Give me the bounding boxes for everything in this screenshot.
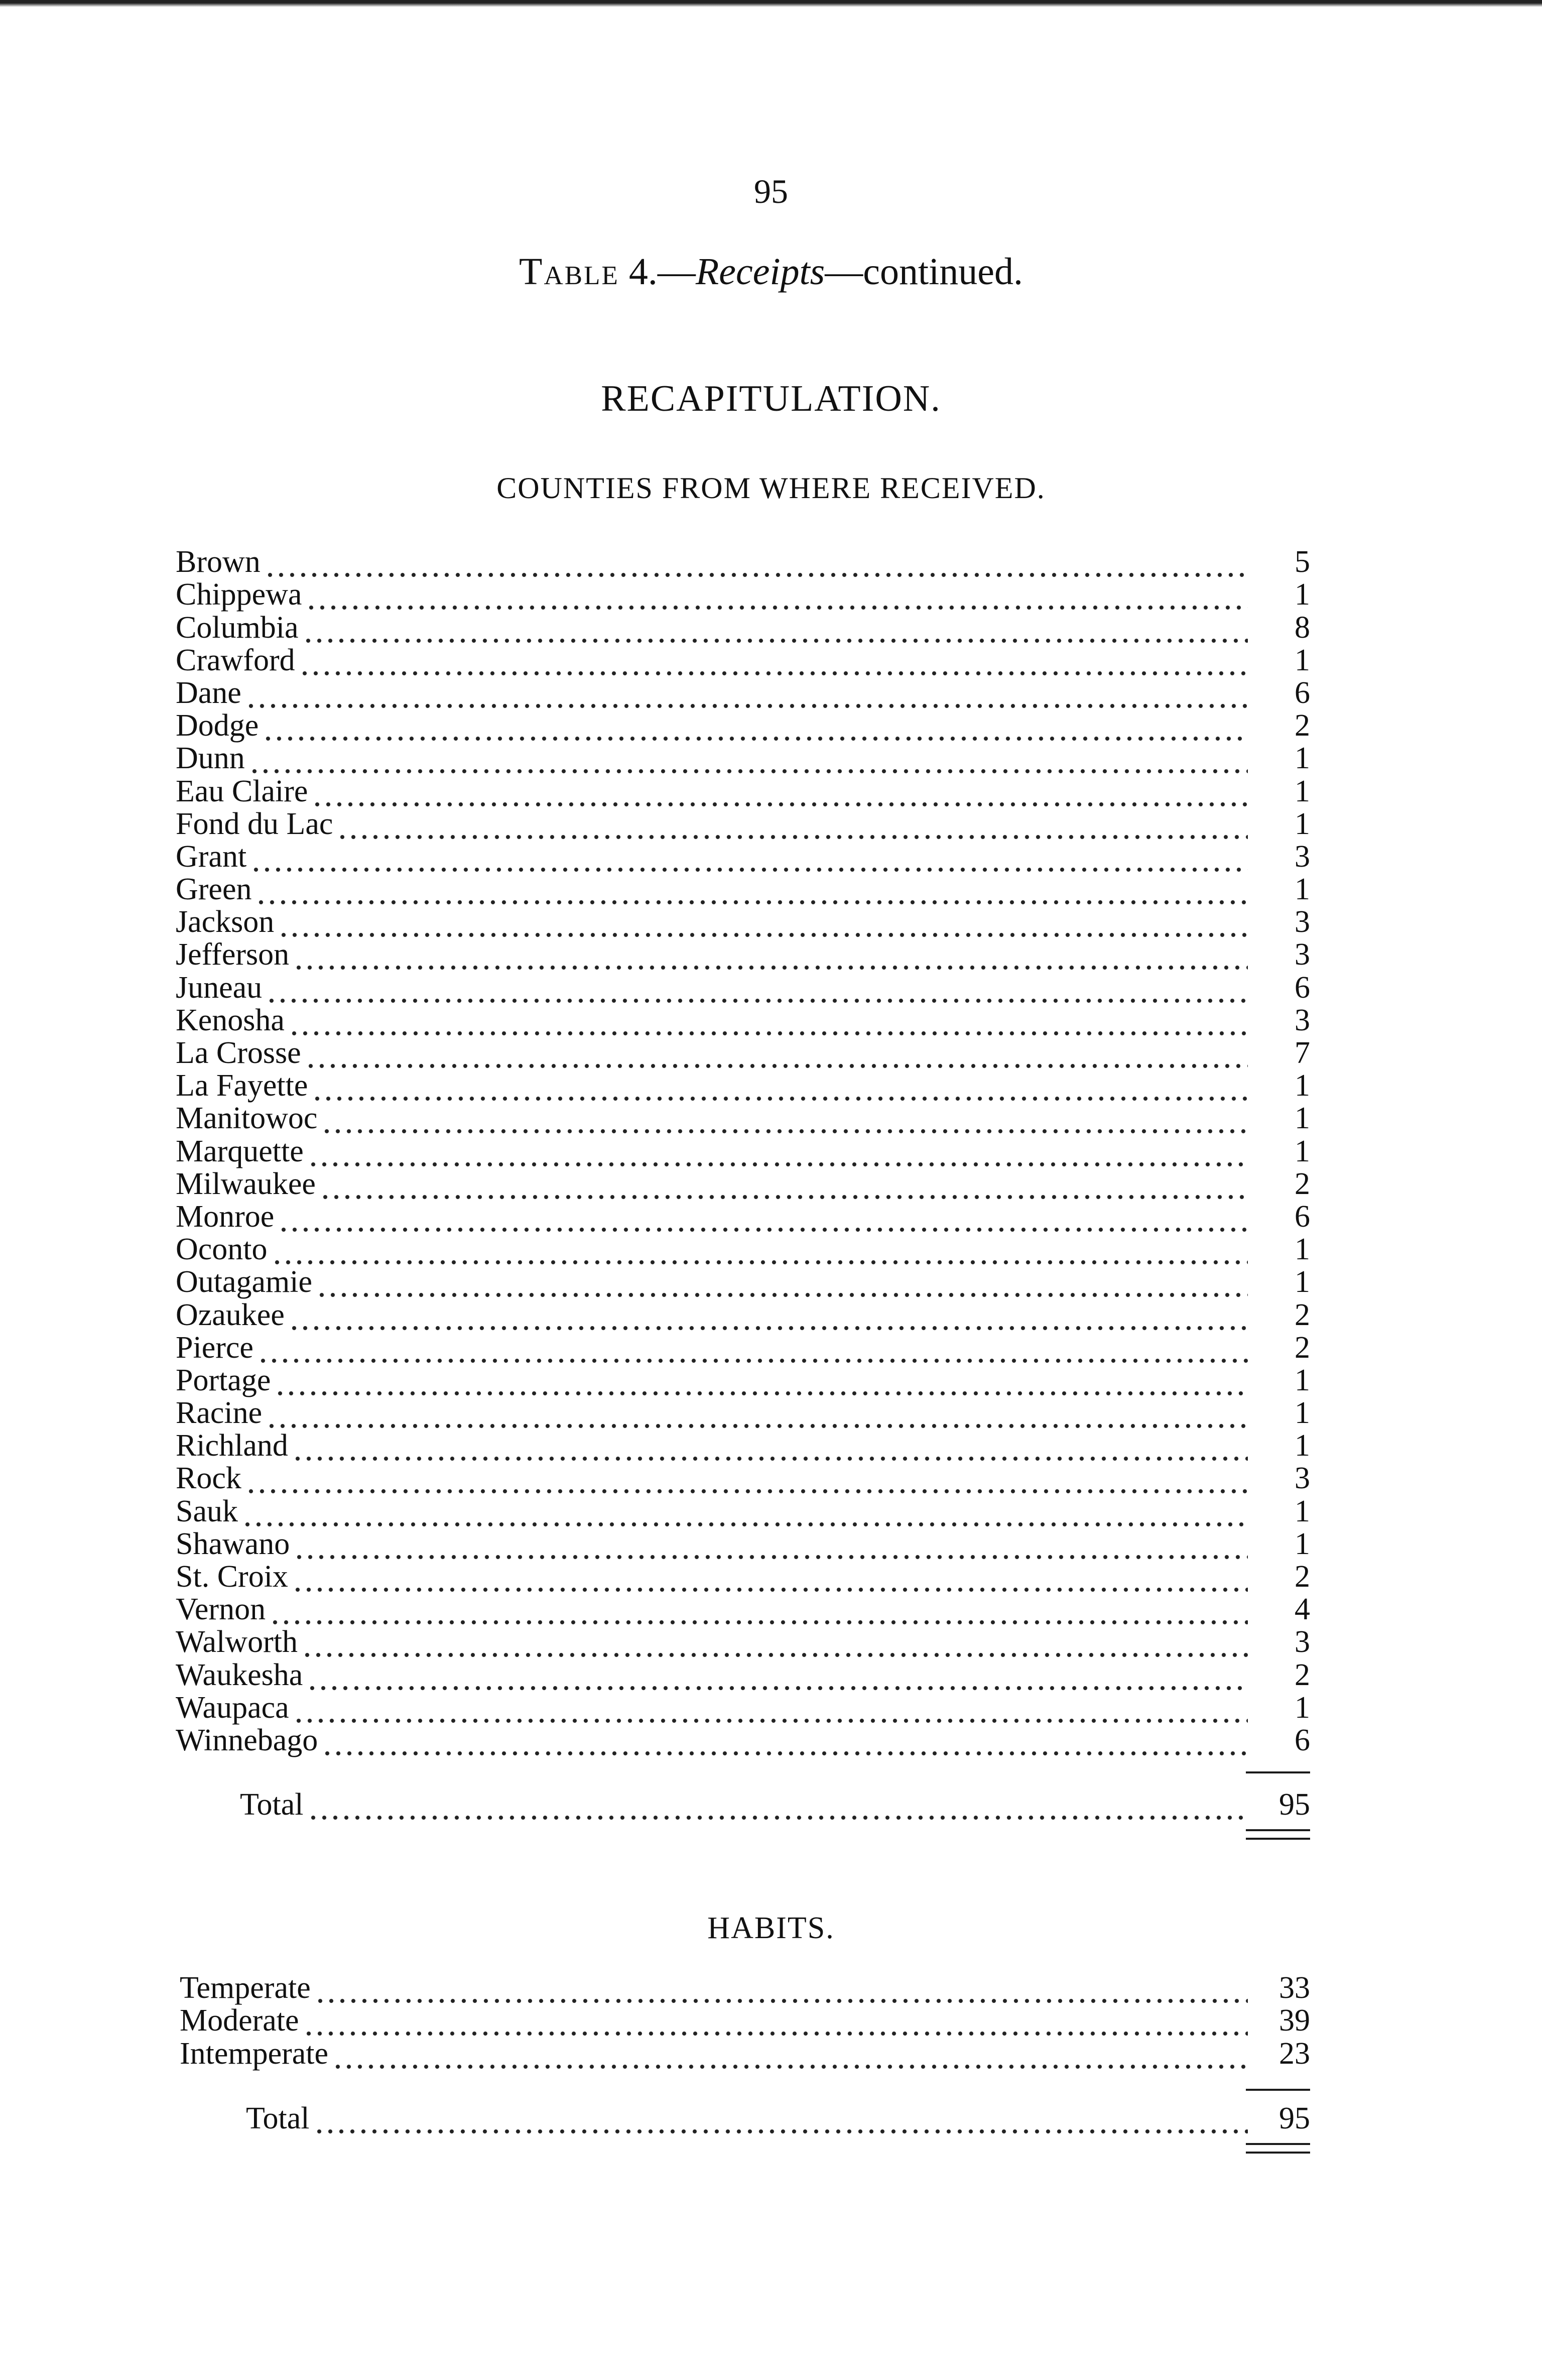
- county-value: 3: [1295, 937, 1310, 972]
- county-label: Milwaukee: [176, 1166, 316, 1201]
- county-label: Vernon: [176, 1592, 266, 1627]
- habits-row: [180, 2036, 1310, 2069]
- habits-value: 23: [1279, 2036, 1310, 2071]
- county-value: 6: [1295, 970, 1310, 1005]
- habits-label: Intemperate: [180, 2036, 329, 2071]
- dot-leader: [255, 874, 1248, 905]
- county-row: [176, 1068, 1310, 1101]
- dot-leader: [292, 1430, 1248, 1461]
- county-value: 1: [1295, 1101, 1310, 1136]
- total-value: 95: [1279, 2101, 1310, 2135]
- county-row: [176, 1232, 1310, 1265]
- counties-heading: COUNTIES FROM WHERE RECEIVED.: [496, 471, 1046, 505]
- caption-italic-title: Receipts: [695, 251, 825, 293]
- county-label: Dane: [176, 675, 241, 710]
- habits-total-rule-above: [1246, 2089, 1310, 2091]
- county-row: [176, 1494, 1310, 1526]
- counties-total-row: [240, 1785, 1310, 1820]
- dot-leader: [292, 1561, 1248, 1592]
- county-value: 4: [1295, 1592, 1310, 1627]
- county-row: [176, 1723, 1310, 1756]
- county-label: Brown: [176, 545, 261, 579]
- county-label: Juneau: [176, 970, 263, 1005]
- county-label: Waupaca: [176, 1690, 289, 1725]
- county-label: Rock: [176, 1461, 241, 1496]
- county-value: 1: [1295, 1232, 1310, 1267]
- county-value: 1: [1295, 1134, 1310, 1168]
- county-label: Jefferson: [176, 937, 290, 972]
- dot-leader: [266, 1397, 1248, 1429]
- dot-leader: [245, 677, 1248, 708]
- county-label: Columbia: [176, 610, 299, 645]
- habits-total-row: [246, 2099, 1310, 2134]
- table-caption: [0, 250, 1542, 294]
- county-row: [176, 1200, 1310, 1232]
- county-row: [176, 1527, 1310, 1560]
- county-label: Shawano: [176, 1526, 290, 1561]
- habits-double-rule-top: [1246, 2143, 1310, 2145]
- caption-number: 4.—: [619, 251, 696, 293]
- county-label: Sauk: [176, 1494, 238, 1528]
- county-row: [176, 708, 1310, 741]
- county-row: [176, 1461, 1310, 1494]
- county-row: [176, 872, 1310, 905]
- county-value: 3: [1295, 1625, 1310, 1659]
- county-row: [176, 1592, 1310, 1625]
- county-label: La Crosse: [176, 1036, 301, 1070]
- county-label: Winnebago: [176, 1723, 318, 1757]
- dot-leader: [258, 1332, 1248, 1363]
- county-row: [176, 676, 1310, 708]
- dot-leader: [321, 1103, 1248, 1134]
- county-label: Monroe: [176, 1199, 275, 1234]
- county-value: 1: [1295, 1363, 1310, 1397]
- county-label: Portage: [176, 1363, 271, 1397]
- total-rule-above: [1246, 1771, 1310, 1773]
- habits-value: 39: [1279, 2003, 1310, 2038]
- county-row: [176, 741, 1310, 774]
- county-row: [176, 1331, 1310, 1363]
- county-row: [176, 1429, 1310, 1461]
- dot-leader: [294, 1528, 1248, 1560]
- county-label: Waukesha: [176, 1657, 303, 1692]
- total-value: 95: [1279, 1788, 1310, 1822]
- dot-leader: [303, 612, 1248, 643]
- dot-leader: [278, 906, 1248, 937]
- dot-leader: [245, 1463, 1248, 1494]
- dot-leader: [303, 2005, 1248, 2036]
- county-value: 2: [1295, 1560, 1310, 1594]
- county-label: Kenosha: [176, 1003, 285, 1037]
- dot-leader: [312, 776, 1248, 807]
- dot-leader: [314, 2103, 1248, 2134]
- county-value: 1: [1295, 577, 1310, 612]
- county-row: [176, 1657, 1310, 1690]
- county-label: Pierce: [176, 1330, 253, 1365]
- county-value: 2: [1295, 1330, 1310, 1365]
- county-label: Crawford: [176, 643, 295, 677]
- county-row: [176, 1134, 1310, 1166]
- county-value: 2: [1295, 708, 1310, 743]
- county-row: [176, 905, 1310, 937]
- habits-value: 33: [1279, 1971, 1310, 2005]
- county-row: [176, 1101, 1310, 1134]
- total-label: Total: [240, 1788, 304, 1822]
- county-row: [176, 1363, 1310, 1396]
- dot-leader: [315, 1972, 1248, 2003]
- dot-leader: [305, 1037, 1248, 1068]
- habits-row: [180, 2003, 1310, 2036]
- total-double-rule-top: [1246, 1829, 1310, 1831]
- county-value: 1: [1295, 806, 1310, 841]
- habits-list: [180, 1971, 1310, 2069]
- recapitulation-heading: RECAPITULATION.: [601, 378, 941, 419]
- dot-leader: [308, 1789, 1248, 1820]
- county-value: 2: [1295, 1166, 1310, 1201]
- county-value: 6: [1295, 675, 1310, 710]
- county-row: [176, 1167, 1310, 1200]
- dot-leader: [299, 645, 1248, 676]
- habits-row: [180, 1971, 1310, 2003]
- county-row: [176, 1396, 1310, 1429]
- dot-leader: [275, 1365, 1248, 1396]
- county-value: 2: [1295, 1657, 1310, 1692]
- county-value: 3: [1295, 839, 1310, 874]
- county-list: [176, 545, 1310, 1756]
- dot-leader: [308, 1136, 1248, 1167]
- caption-suffix: —continued.: [825, 251, 1023, 293]
- county-label: Grant: [176, 839, 247, 874]
- county-value: 6: [1295, 1723, 1310, 1757]
- county-value: 1: [1295, 1526, 1310, 1561]
- county-label: Outagamie: [176, 1265, 313, 1299]
- county-row: [176, 807, 1310, 840]
- dot-leader: [306, 579, 1248, 610]
- county-label: Chippewa: [176, 577, 302, 612]
- county-label: Walworth: [176, 1625, 298, 1659]
- county-row: [176, 774, 1310, 806]
- county-row: [176, 1691, 1310, 1723]
- dot-leader: [250, 841, 1248, 872]
- county-label: Jackson: [176, 905, 275, 939]
- dot-leader: [289, 1005, 1248, 1036]
- county-label: Manitowoc: [176, 1101, 318, 1136]
- county-label: Green: [176, 872, 252, 907]
- top-edge-rule: [0, 0, 1542, 7]
- dot-leader: [266, 972, 1248, 1003]
- county-value: 1: [1295, 643, 1310, 677]
- county-value: 8: [1295, 610, 1310, 645]
- county-label: Fond du Lac: [176, 806, 333, 841]
- total-label: Total: [246, 2101, 310, 2135]
- dot-leader: [270, 1594, 1248, 1625]
- county-label: Richland: [176, 1429, 288, 1463]
- dot-leader: [263, 710, 1248, 741]
- county-label: Racine: [176, 1396, 263, 1431]
- county-value: 7: [1295, 1036, 1310, 1070]
- dot-leader: [332, 2038, 1248, 2069]
- county-row: [176, 840, 1310, 872]
- county-label: Dodge: [176, 708, 259, 743]
- habits-label: Moderate: [180, 2003, 299, 2038]
- dot-leader: [242, 1496, 1248, 1527]
- county-row: [176, 545, 1310, 577]
- dot-leader: [278, 1201, 1248, 1232]
- county-row: [176, 1003, 1310, 1036]
- dot-leader: [293, 1692, 1248, 1723]
- county-row: [176, 1036, 1310, 1068]
- county-label: Oconto: [176, 1232, 268, 1267]
- county-value: 1: [1295, 741, 1310, 776]
- county-label: Eau Claire: [176, 774, 308, 808]
- county-value: 1: [1295, 1429, 1310, 1463]
- dot-leader: [312, 1070, 1248, 1101]
- county-row: [176, 1560, 1310, 1592]
- county-value: 3: [1295, 1003, 1310, 1037]
- county-value: 6: [1295, 1199, 1310, 1234]
- dot-leader: [265, 546, 1248, 577]
- county-row: [176, 1625, 1310, 1657]
- county-row: [176, 643, 1310, 676]
- dot-leader: [289, 1299, 1248, 1331]
- total-double-rule-bottom: [1246, 1838, 1310, 1840]
- dot-leader: [272, 1234, 1248, 1265]
- county-row: [176, 577, 1310, 610]
- dot-leader: [322, 1725, 1248, 1756]
- dot-leader: [307, 1659, 1248, 1691]
- county-value: 1: [1295, 1494, 1310, 1528]
- county-value: 3: [1295, 1461, 1310, 1496]
- county-row: [176, 1265, 1310, 1297]
- habits-heading: HABITS.: [707, 1911, 835, 1945]
- page-number: 95: [754, 172, 788, 210]
- habits-label: Temperate: [180, 1971, 311, 2005]
- county-row: [176, 970, 1310, 1003]
- dot-leader: [293, 939, 1248, 970]
- dot-leader: [249, 743, 1248, 774]
- county-value: 5: [1295, 545, 1310, 579]
- county-row: [176, 610, 1310, 643]
- dot-leader: [316, 1266, 1248, 1297]
- county-value: 1: [1295, 774, 1310, 808]
- county-value: 2: [1295, 1297, 1310, 1332]
- county-label: Marquette: [176, 1134, 304, 1168]
- caption-table-word: Table: [519, 251, 619, 293]
- county-value: 1: [1295, 1265, 1310, 1299]
- county-label: La Fayette: [176, 1068, 308, 1103]
- county-label: Ozaukee: [176, 1297, 285, 1332]
- county-value: 1: [1295, 1396, 1310, 1431]
- county-row: [176, 937, 1310, 970]
- county-row: [176, 1297, 1310, 1330]
- county-value: 3: [1295, 905, 1310, 939]
- county-value: 1: [1295, 1690, 1310, 1725]
- dot-leader: [320, 1168, 1248, 1200]
- county-label: St. Croix: [176, 1560, 288, 1594]
- dot-leader: [337, 808, 1248, 840]
- county-label: Dunn: [176, 741, 245, 776]
- county-value: 1: [1295, 1068, 1310, 1103]
- dot-leader: [302, 1626, 1248, 1657]
- habits-double-rule-bottom: [1246, 2152, 1310, 2154]
- county-value: 1: [1295, 872, 1310, 907]
